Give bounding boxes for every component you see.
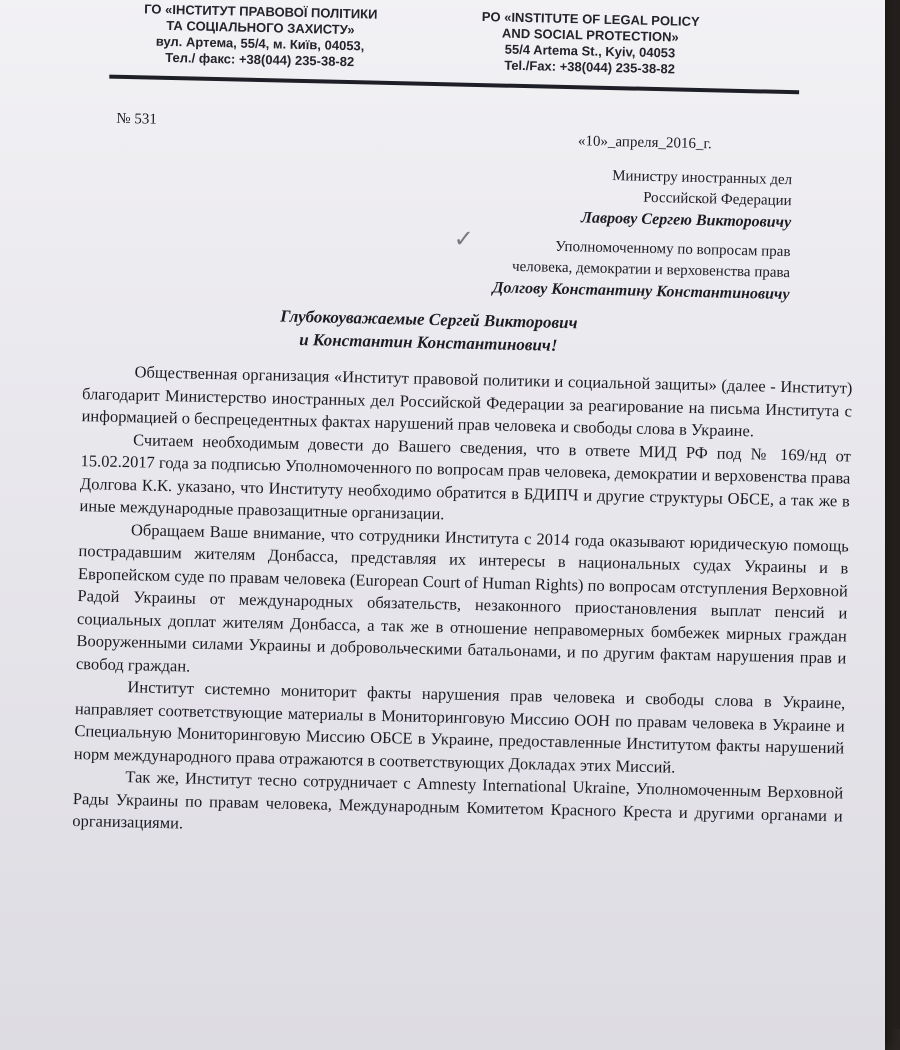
letterhead-line: ТА СОЦІАЛЬНОГО ЗАХИСТУ» — [166, 17, 355, 38]
salutation-line: Глубокоуважаемые Сергей Викторович — [280, 306, 578, 333]
addressee-name: Долгову Константину Константиновичу — [492, 279, 790, 304]
letterhead-line: Тел./ факс: +38(044) 235-38-82 — [165, 49, 355, 70]
document-number: № 531 — [116, 110, 158, 128]
body-paragraph: Так же, Институт тесно сотрудничает с Amnesty International Ukraine, Уполномоченным Верховной Рады Украины по правам человека, Международным Комитетом Красного Креста и другими органами и организациями. — [72, 767, 844, 833]
addressee-commissioner — [492, 235, 790, 305]
body-paragraph: Считаем необходимым довести до Вашего сведения, что в ответе МИД РФ под № 169/нд от 15.02.2017 года за подписью Уполномоченного по вопросам прав человека, демократии и верховенства права Долгова К.К. указано, что Институту необходимо обратится в БДИПЧ и другие структуры ОБСЕ, а так же в иные международные правозащитные организации. — [79, 429, 852, 524]
letterhead-line: ГО «ІНСТИТУТ ПРАВОВОЇ ПОЛІТИКИ — [143, 1, 378, 22]
letterhead-line: 55/4 Artema St., Kyiv, 04053 — [504, 41, 676, 61]
salutation-line: и Константин Константинович! — [298, 329, 558, 355]
addressee-title: Российской Федерации — [642, 189, 792, 210]
addressee-title: Уполномоченному по вопросам прав — [555, 238, 791, 261]
letterhead-line: PO «INSTITUTE OF LEGAL POLICY — [481, 9, 700, 29]
body-paragraph: Обращаем Ваше внимание, что сотрудники Института с 2014 года оказывают юридическую помощь пострадавшим жителям Донбасса, представляя их интересы в национальных судах Украины и в Европейском суде по правам человека (European Court of Human Rights) по вопросам отступления Верховной Радой Украины от международных обязательств, незаконного приостановления выплат пенсий и социальных доплат жителям Донбасса, а так же в отношение неправомерных бомбежек мирных граждан Вооруженными силами Украины и добровольческими батальонами, и по другим фактам нарушения прав и свобод граждан. — [75, 519, 850, 676]
letterhead-line: AND SOCIAL PROTECTION» — [501, 25, 679, 45]
letterhead-ukrainian — [110, 1, 411, 72]
body-paragraph: Общественная организация «Институт правовой политики и социальной защиты» (далее - Институт) благодарит Министерство иностранных дел Российской Федерации за реагирование на письма Института с информацией о беспрецедентных фактах нарушений прав человека и свободы слова в Украине. — [81, 362, 853, 441]
checkmark-icon: ✓ — [453, 226, 475, 253]
letterhead-line: вул. Артема, 55/4, м. Київ, 04053, — [155, 33, 365, 54]
addressee-title: Министру иностранных дел — [611, 168, 793, 189]
letter-body — [72, 360, 853, 850]
salutation — [263, 304, 594, 357]
letterhead-english — [459, 9, 720, 79]
body-paragraph: Институт системно мониторит факты нарушения прав человека и свободы слова в Украине, направляет соответствующие материалы в Мониторинговую Миссию ООН по правам человека в Украине и Специальную Мониторинговую Миссию ОБСЕ в Украине, предоставленные Институтом факты нарушений норм международного права отражаются в соответствующих Докладах этих Миссий. — [73, 677, 846, 777]
addressee-minister — [581, 165, 793, 233]
letterhead-line: Tel./Fax: +38(044) 235-38-82 — [504, 57, 676, 77]
addressee-name: Лаврову Сергею Викторовичу — [580, 209, 792, 232]
document-date: «10»_апреля_2016_г. — [577, 133, 712, 153]
addressee-title: человека, демократии и верховенства права — [511, 258, 791, 282]
